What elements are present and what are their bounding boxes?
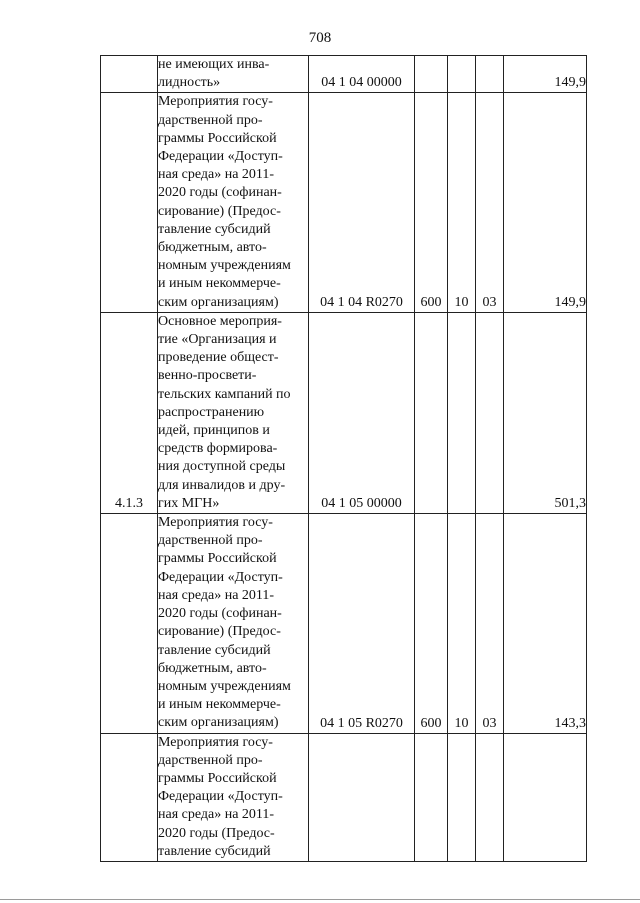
item-name-line: тельских кампаний по: [158, 386, 291, 402]
target-article-cell: [309, 312, 415, 513]
section-cell: [448, 312, 476, 513]
target-article-cell-value: 04 1 04 R0270: [320, 294, 403, 310]
item-number-cell: [101, 514, 158, 733]
amount-cell: [504, 514, 587, 733]
target-article-cell: [309, 514, 415, 733]
section-cell: [448, 93, 476, 312]
item-number-cell-value: 4.1.3: [115, 496, 143, 512]
item-name-line: бюджетным, авто-: [158, 240, 267, 256]
item-number-cell-value: [101, 74, 157, 92]
item-name-line: Мероприятия госу-: [158, 734, 273, 750]
item-name-line: не имеющих инва-: [158, 57, 270, 72]
item-name-line: дарственной про-: [158, 533, 263, 549]
amount-cell-value: 143,3: [554, 715, 586, 731]
target-article-cell: [309, 56, 415, 93]
item-name-line: 2020 годы (Предос-: [158, 825, 275, 841]
item-number-cell: [101, 733, 158, 861]
table-row: [101, 514, 587, 733]
item-name-cell: [158, 312, 309, 513]
subsection-cell-value: [476, 74, 503, 92]
item-name-line: Федерации «Доступ-: [158, 149, 283, 165]
expense-type-cell-value: 600: [420, 294, 442, 310]
amount-cell-value: 149,9: [554, 294, 586, 310]
subsection-cell-value: [476, 495, 503, 513]
item-name-cell: [158, 733, 309, 861]
subsection-cell: [476, 56, 504, 93]
item-name-line: дарственной про-: [158, 112, 263, 128]
item-name-line: средств формирова-: [158, 441, 278, 457]
item-name-line: гих МГН»: [158, 495, 220, 511]
item-name-line: Федерации «Доступ-: [158, 569, 283, 585]
expense-type-cell-value: [415, 495, 447, 513]
item-name-line: ским организациям): [158, 294, 279, 310]
amount-cell: [504, 56, 587, 93]
item-number-cell-value: [101, 294, 157, 312]
item-name-line: ная среда» на 2011-: [158, 167, 275, 183]
item-name-line: номным учреждениям: [158, 258, 291, 274]
amount-cell: [504, 312, 587, 513]
item-name-line: сирование) (Предос-: [158, 624, 281, 640]
expense-type-cell: [415, 312, 448, 513]
section-cell: [448, 56, 476, 93]
expense-type-cell-value: [415, 74, 447, 92]
amount-cell-value: [504, 843, 586, 861]
subsection-cell: [476, 733, 504, 861]
item-name-cell: [158, 56, 309, 93]
item-name-cell: [158, 93, 309, 312]
item-name-line: Мероприятия госу-: [158, 515, 273, 531]
table-row: [101, 312, 587, 513]
table-row: [101, 733, 587, 861]
amount-cell: [504, 733, 587, 861]
subsection-cell-value: 03: [482, 294, 497, 310]
item-name-line: ная среда» на 2011-: [158, 807, 275, 823]
expense-type-cell: [415, 93, 448, 312]
item-name-line: номным учреждениям: [158, 678, 291, 694]
budget-table: [100, 55, 587, 862]
item-name-line: распространению: [158, 404, 265, 420]
section-cell-value: 10: [454, 715, 469, 731]
item-name-line: тавление субсидий: [158, 642, 271, 658]
item-number-cell: [101, 312, 158, 513]
section-cell-value: 10: [454, 294, 469, 310]
item-name-line: граммы Российской: [158, 130, 277, 146]
target-article-cell: [309, 93, 415, 312]
item-name-line: бюджетным, авто-: [158, 660, 267, 676]
item-name-line: сирование) (Предос-: [158, 203, 281, 219]
table-body: [101, 56, 587, 862]
item-name-line: тавление субсидий: [158, 843, 271, 859]
amount-cell: [504, 93, 587, 312]
item-name-line: венно-просвети-: [158, 368, 257, 384]
item-name-line: Федерации «Доступ-: [158, 789, 283, 805]
item-name-line: ния доступной среды: [158, 459, 286, 475]
expense-type-cell: [415, 733, 448, 861]
section-cell-value: [448, 843, 475, 861]
item-name-line: и иным некоммерче-: [158, 276, 281, 292]
section-cell-value: [448, 74, 475, 92]
item-name-line: Основное мероприя-: [158, 313, 282, 329]
amount-cell-value: 149,9: [554, 75, 586, 91]
item-name-line: 2020 годы (софинан-: [158, 185, 282, 201]
item-name-line: идей, принципов и: [158, 423, 270, 439]
page-edge-line: [0, 899, 640, 900]
expense-type-cell: [415, 56, 448, 93]
item-number-cell-value: [101, 843, 157, 861]
target-article-cell: [309, 733, 415, 861]
section-cell-value: [448, 495, 475, 513]
expense-type-cell-value: 600: [420, 715, 442, 731]
table-row: [101, 93, 587, 312]
item-name-line: для инвалидов и дру-: [158, 477, 286, 493]
expense-type-cell-value: [415, 843, 447, 861]
item-name-line: ная среда» на 2011-: [158, 587, 275, 603]
item-name-line: дарственной про-: [158, 752, 263, 768]
page-number: 708: [308, 30, 332, 46]
item-name-line: тие «Организация и: [158, 332, 277, 348]
table-row: [101, 56, 587, 93]
item-number-cell-value: [101, 715, 157, 733]
item-name-cell: [158, 514, 309, 733]
target-article-cell-value: 04 1 04 00000: [321, 75, 402, 91]
subsection-cell-value: 03: [482, 715, 497, 731]
item-name-line: граммы Российской: [158, 770, 277, 786]
item-number-cell: [101, 93, 158, 312]
subsection-cell: [476, 93, 504, 312]
subsection-cell: [476, 514, 504, 733]
amount-cell-value: 501,3: [554, 496, 586, 512]
expense-type-cell: [415, 514, 448, 733]
target-article-cell-value: [309, 843, 414, 861]
item-name-line: тавление субсидий: [158, 221, 271, 237]
section-cell: [448, 733, 476, 861]
item-name-line: лидность»: [158, 75, 221, 91]
section-cell: [448, 514, 476, 733]
subsection-cell-value: [476, 843, 503, 861]
item-name-line: ским организациям): [158, 715, 279, 731]
target-article-cell-value: 04 1 05 00000: [321, 496, 402, 512]
item-number-cell: [101, 56, 158, 93]
target-article-cell-value: 04 1 05 R0270: [320, 715, 403, 731]
item-name-line: 2020 годы (софинан-: [158, 606, 282, 622]
item-name-line: Мероприятия госу-: [158, 94, 273, 110]
item-name-line: и иным некоммерче-: [158, 697, 281, 713]
item-name-line: проведение общест-: [158, 350, 279, 366]
item-name-line: граммы Российской: [158, 551, 277, 567]
subsection-cell: [476, 312, 504, 513]
